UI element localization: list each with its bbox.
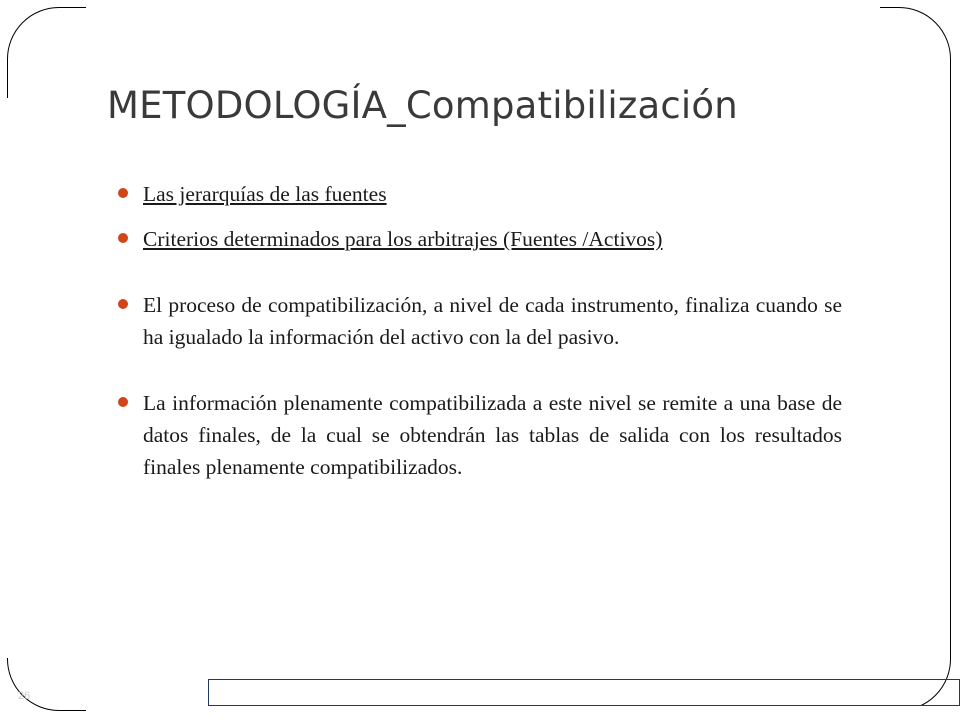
- bullet-item: [118, 223, 842, 255]
- bullet-text: Las jerarquías de las fuentes: [143, 182, 387, 206]
- bullet-item: [118, 178, 842, 210]
- bullet-item: [118, 387, 842, 483]
- bullet-text: Criterios determinados para los arbitrajes (Fuentes /Activos): [143, 227, 663, 251]
- bullet-text: La información plenamente compatibilizada a este nivel se remite a una base de datos finales, de la cual se obtendrán las tablas de salida con los resultados finales plenamente compatibilizados.: [143, 391, 842, 479]
- page-number: 26: [18, 690, 31, 702]
- bullet-dot-icon: [118, 233, 128, 243]
- bullet-dot-icon: [118, 299, 128, 309]
- footer-bar: [208, 679, 960, 706]
- frame-gap-bottom: [86, 706, 960, 720]
- bullet-dot-icon: [118, 397, 128, 407]
- frame-gap-top: [86, 0, 880, 12]
- bullet-item: [118, 289, 842, 353]
- bullet-list: [118, 178, 842, 483]
- frame-gap-left: [0, 98, 12, 658]
- bullet-text: El proceso de compatibilización, a nivel de cada instrumento, finaliza cuando se ha igualado la información del activo con la del pasivo.: [143, 293, 842, 349]
- slide-title: METODOLOGÍA_Compatibilización: [107, 84, 738, 127]
- bullet-dot-icon: [118, 188, 128, 198]
